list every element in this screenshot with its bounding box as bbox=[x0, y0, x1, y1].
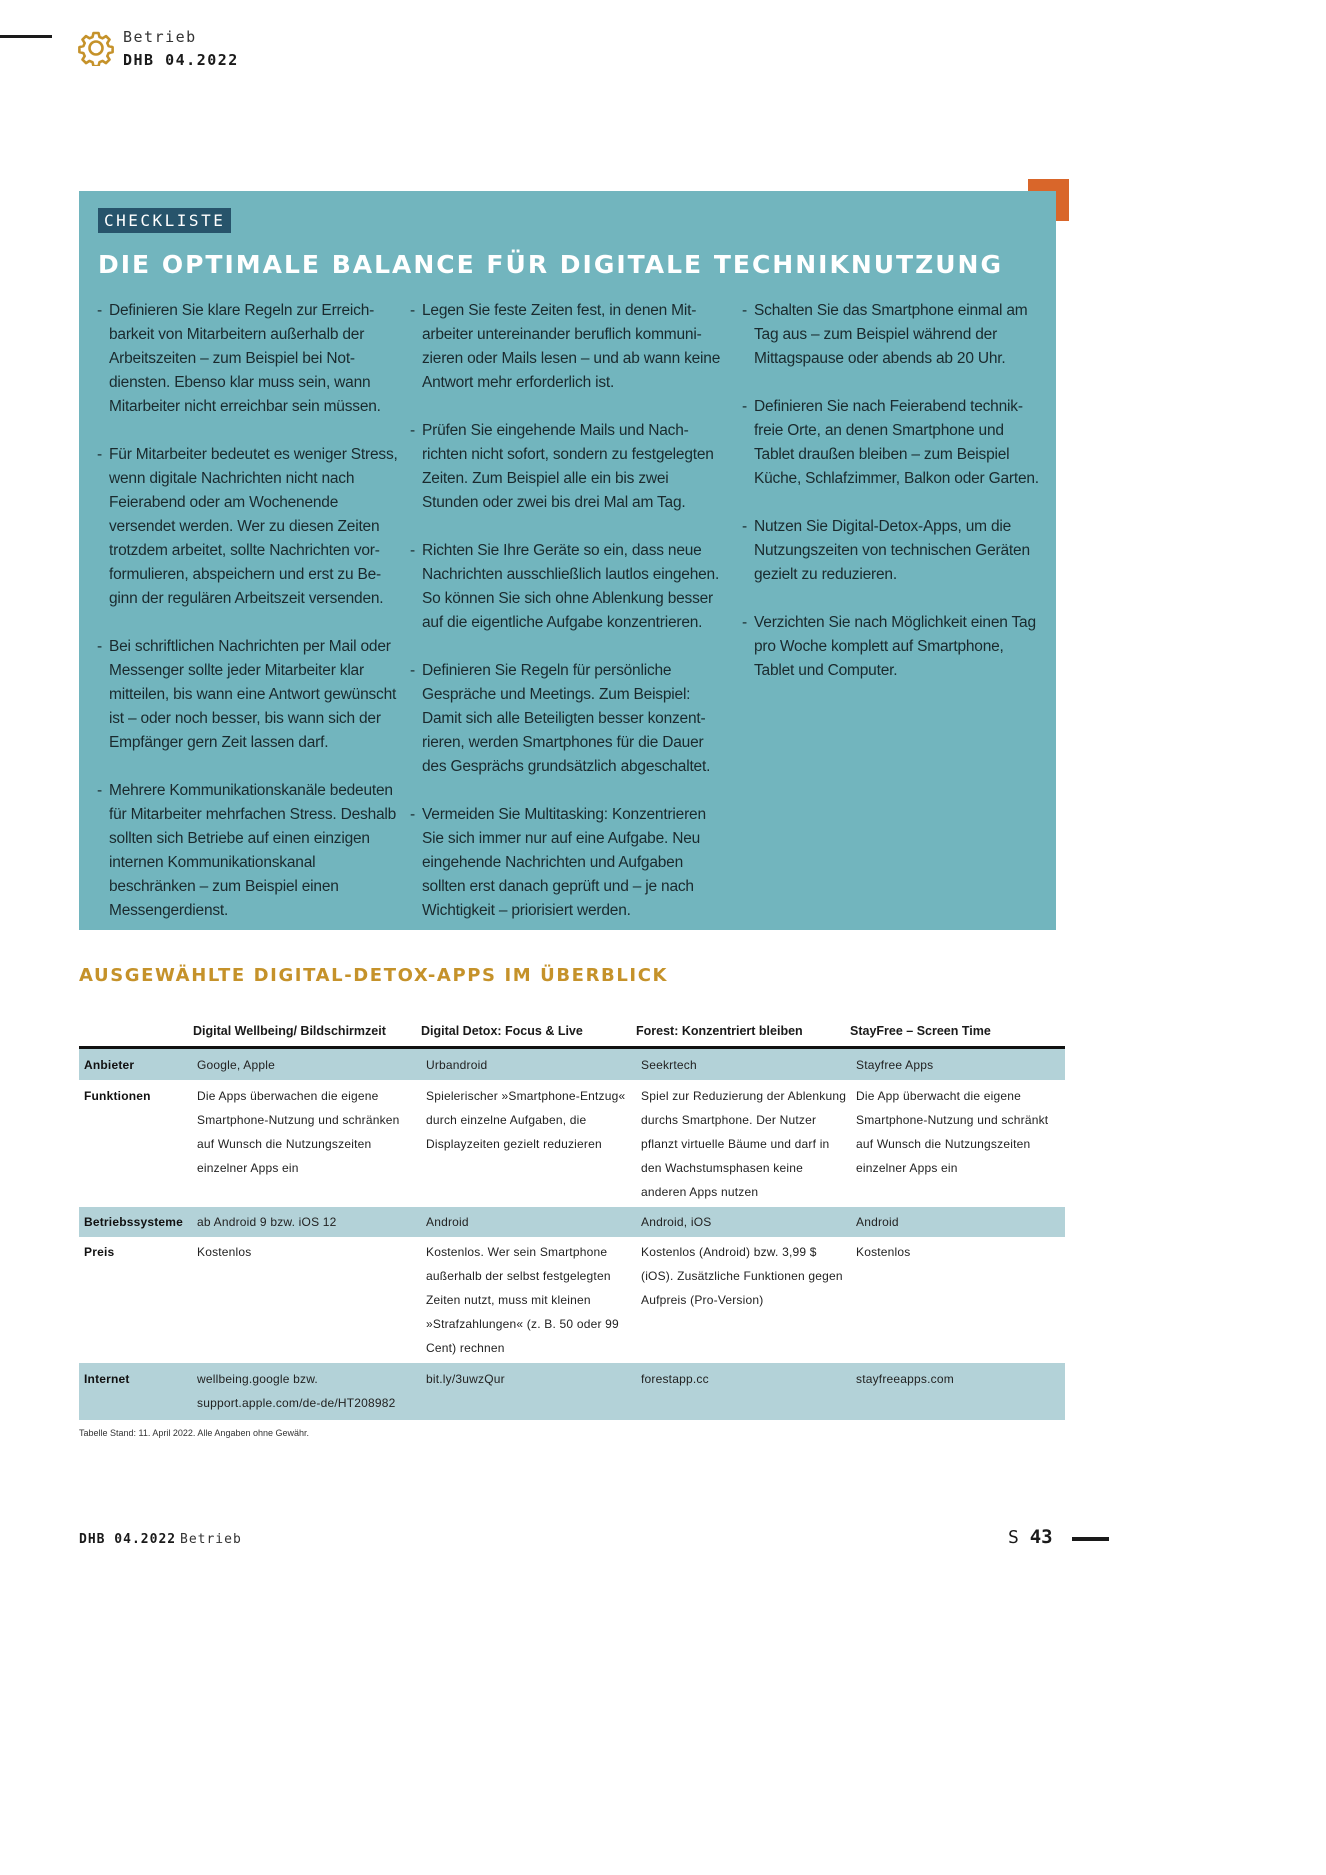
table-row-anbieter bbox=[79, 1049, 1065, 1080]
page-number bbox=[1008, 1526, 1053, 1548]
table-cell: Die App überwacht die eigene Smartphone-Nutzung und schränkt auf Wunsch die Nutzungszeiten einzelner Apps ein bbox=[856, 1089, 1049, 1175]
checklist-item: - Verzichten Sie nach Möglichkeit einen Tag pro Woche komplett auf Smartphone, Tablet und Computer. bbox=[742, 611, 1042, 683]
table-cell: Seekrtech bbox=[636, 1049, 851, 1080]
column-header-digital-detox: Digital Detox: Focus & Live bbox=[421, 1024, 583, 1038]
checklist-item: - Definieren Sie klare Regeln zur Erreichbarkeit von Mitarbeitern außerhalb der Arbeitszeiten – zum Beispiel bei Notdiensten. Ebenso klar muss sein, wann Mitarbeiter nicht erreichbar sein müssen. bbox=[97, 299, 400, 419]
checklist-item: - Für Mitarbeiter bedeutet es weniger Stress, wenn digitale Nachrichten nicht nach Feierabend oder am Wochenende versendet werden. Wer zu diesen Zeiten trotzdem arbeitet, sollte Nachrichten vorformulieren, abspeichern und erst zu Beginn der regulären Arbeitszeit versenden. bbox=[97, 443, 400, 611]
checklist-column-1 bbox=[97, 299, 400, 947]
checklist-item: - Mehrere Kommunikationskanäle bedeuten für Mitarbeiter mehrfachen Stress. Deshalb sollten sich Betriebe auf einen einzigen internen Kommunikationskanal beschränken – zum Beispiel einen Messengerdienst. bbox=[97, 779, 400, 923]
page-prefix: S bbox=[1008, 1527, 1019, 1548]
table-row-internet bbox=[79, 1363, 1065, 1420]
checklist-item: - Legen Sie feste Zeiten fest, in denen Mitarbeiter untereinander beruflich kommunizieren oder Mails lesen – und ab wann keine Antwort mehr erforderlich ist. bbox=[410, 299, 726, 395]
column-header-wellbeing: Digital Wellbeing/ Bildschirmzeit bbox=[193, 1024, 386, 1038]
table-cell: Spielerischer »Smartphone-Entzug« durch einzelne Aufgaben, die Displayzeiten gezielt reduzieren bbox=[426, 1089, 626, 1151]
table-footnote: Tabelle Stand: 11. April 2022. Alle Angaben ohne Gewähr. bbox=[79, 1428, 310, 1438]
table-cell: Android bbox=[421, 1207, 636, 1237]
gear-icon bbox=[78, 30, 114, 66]
checklist-title: DIE OPTIMALE BALANCE FÜR DIGITALE TECHNIKNUTZUNG bbox=[98, 250, 1003, 279]
table-cell: Spiel zur Reduzierung der Ablenkung durchs Smartphone. Der Nutzer pflanzt virtuelle Bäume und darf in den Wachstumsphasen keine anderen Apps nutzen bbox=[641, 1089, 847, 1199]
footer-issue-label: DHB 04.2022 bbox=[79, 1532, 177, 1547]
table-row-funktionen bbox=[79, 1080, 1065, 1207]
table-row-betriebssysteme bbox=[79, 1207, 1065, 1237]
checklist-item: - Vermeiden Sie Multitasking: Konzentrieren Sie sich immer nur auf eine Aufgabe. Neu eingehende Nachrichten und Aufgaben sollten erst danach geprüft und – je nach Wichtigkeit – priorisiert werden. bbox=[410, 803, 726, 923]
table-cell: Kostenlos. Wer sein Smartphone außerhalb der selbst festgelegten Zeiten nutzt, muss mit kleinen »Strafzahlungen« (z. B. 50 oder 99 Cent) rechnen bbox=[426, 1245, 619, 1355]
apps-table bbox=[79, 1049, 1065, 1420]
column-header-stayfree: StayFree – Screen Time bbox=[850, 1024, 991, 1038]
table-cell: Android, iOS bbox=[636, 1207, 851, 1237]
table-cell: Google, Apple bbox=[192, 1049, 421, 1080]
checklist-item: - Definieren Sie nach Feierabend technikfreie Orte, an denen Smartphone und Tablet draußen bleiben – zum Beispiel Küche, Schlafzimmer, Balkon oder Garten. bbox=[742, 395, 1042, 491]
apps-section-title: AUSGEWÄHLTE DIGITAL-DETOX-APPS IM ÜBERBLICK bbox=[79, 965, 669, 986]
column-header-forest: Forest: Konzentriert bleiben bbox=[636, 1024, 803, 1038]
checklist-item: - Definieren Sie Regeln für persönliche Gespräche und Meetings. Zum Beispiel: Damit sich alle Beteiligten besser konzentrieren, werden Smartphones für die Dauer des Gesprächs grundsätzlich abgeschaltet. bbox=[410, 659, 726, 779]
table-cell: ab Android 9 bzw. iOS 12 bbox=[192, 1207, 421, 1237]
table-cell: Stayfree Apps bbox=[851, 1049, 1065, 1080]
footer-right-rule bbox=[1072, 1537, 1109, 1541]
table-cell: Kostenlos (Android) bzw. 3,99 $ (iOS). Zusätzliche Funktionen gegen Aufpreis (Pro-Version) bbox=[641, 1245, 843, 1307]
checklist-item: - Bei schriftlichen Nachrichten per Mail oder Messenger sollte jeder Mitarbeiter klar mitteilen, bis wann eine Antwort gewünscht ist – oder noch besser, bis wann sich der Empfänger gern Zeit lassen darf. bbox=[97, 635, 400, 755]
checklist-tag: CHECKLISTE bbox=[98, 208, 231, 233]
row-label: Funktionen bbox=[84, 1089, 151, 1103]
table-cell-link: bit.ly/3uwzQur bbox=[421, 1363, 636, 1420]
header-section-label: Betrieb bbox=[123, 28, 197, 46]
row-label: Anbieter bbox=[79, 1049, 192, 1080]
top-left-rule bbox=[0, 35, 52, 38]
checklist-column-2 bbox=[410, 299, 726, 947]
table-cell: Android bbox=[851, 1207, 1065, 1237]
table-cell: Kostenlos bbox=[197, 1245, 252, 1259]
row-label: Internet bbox=[79, 1363, 192, 1420]
checklist-item: - Richten Sie Ihre Geräte so ein, dass neue Nachrichten ausschließlich lautlos eingehen. So können Sie sich ohne Ablenkung besser auf die eigentliche Aufgabe konzentrieren. bbox=[410, 539, 726, 635]
checklist-item: - Prüfen Sie eingehende Mails und Nachrichten nicht sofort, sondern zu festgelegten Zeiten. Zum Beispiel alle ein bis zwei Stunden oder zwei bis drei Mal am Tag. bbox=[410, 419, 726, 515]
row-label: Preis bbox=[84, 1245, 115, 1259]
row-label: Betriebssysteme bbox=[79, 1207, 192, 1237]
table-cell-link: forestapp.cc bbox=[636, 1363, 851, 1420]
page-number-value: 43 bbox=[1029, 1526, 1053, 1548]
table-row-preis bbox=[79, 1237, 1065, 1363]
table-cell: Kostenlos bbox=[856, 1245, 911, 1259]
footer-section-label: Betrieb bbox=[180, 1532, 242, 1547]
checklist-item: - Nutzen Sie Digital-Detox-Apps, um die Nutzungszeiten von technischen Geräten gezielt zu reduzieren. bbox=[742, 515, 1042, 587]
table-cell-link: wellbeing.google bzw. support.apple.com/de-de/HT208982 bbox=[192, 1363, 421, 1420]
table-cell: Die Apps überwachen die eigene Smartphone-Nutzung und schränken auf Wunsch die Nutzungszeiten einzelner Apps ein bbox=[197, 1089, 400, 1175]
checklist-column-3 bbox=[742, 299, 1042, 707]
checklist-item: - Schalten Sie das Smartphone einmal am Tag aus – zum Beispiel während der Mittagspause oder abends ab 20 Uhr. bbox=[742, 299, 1042, 371]
header-issue-label: DHB 04.2022 bbox=[123, 51, 239, 69]
table-cell: Urbandroid bbox=[421, 1049, 636, 1080]
table-cell-link: stayfreeapps.com bbox=[851, 1363, 1065, 1420]
